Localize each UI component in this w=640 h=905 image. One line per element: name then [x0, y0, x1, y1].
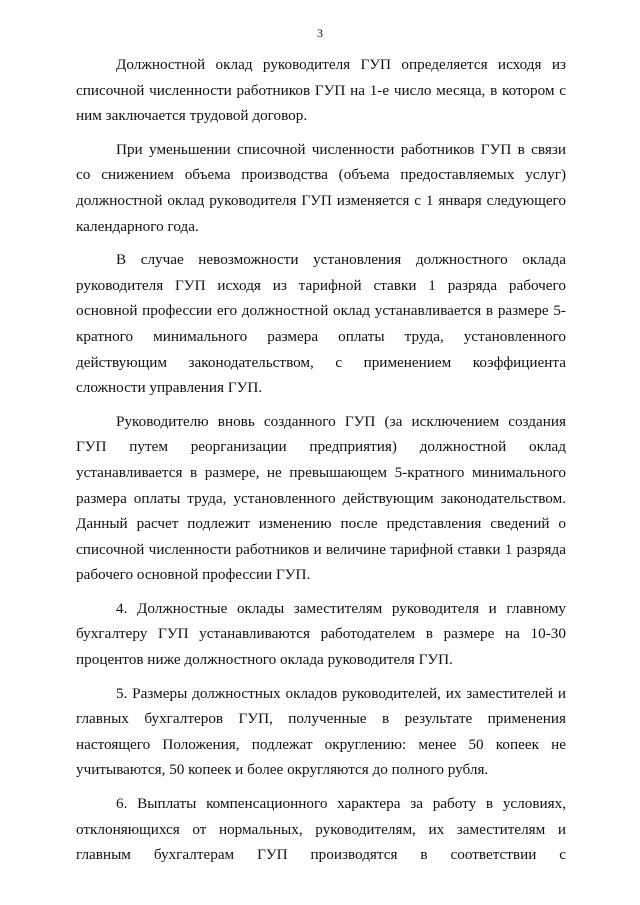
document-body: [76, 52, 566, 876]
paragraph-salary-basis: Должностной оклад руководителя ГУП определяется исходя из списочной численности работников ГУП на 1-е число месяца, в котором с ним заключается трудовой договор.: [76, 56, 566, 125]
paragraph-minimum-wage-fallback: В случае невозможности установления должностного оклада руководителя ГУП исходя из тарифной ставки 1 разряда рабочего основной профессии его должностной оклад устанавливается в размере 5-кратного минимального размера оплаты труда, установленного действующим законодательством, с применением коэффициента сложности управления ГУП.: [76, 251, 566, 397]
paragraph-item-5: 5. Размеры должностных окладов руководителей, их заместителей и главных бухгалтеров ГУП, полученные в результате применения настоящего Положения, подлежат округлению: менее 50 копеек не учитываются, 50 копеек и более округляются до полного рубля.: [76, 684, 566, 779]
paragraph-item-6: 6. Выплаты компенсационного характера за работу в условиях, отклоняющихся от нормальных, руководителям, их заместителям и главным бухгалтерам ГУП производятся в соответствии с: [76, 795, 566, 864]
paragraph-headcount-reduction: При уменьшении списочной численности работников ГУП в связи со снижением объема производства (объема предоставляемых услуг) должностной оклад руководителя ГУП изменяется с 1 января следующего календарного года.: [76, 140, 566, 235]
paragraph-new-enterprise: Руководителю вновь созданного ГУП (за исключением создания ГУП путем реорганизации предприятия) должностной оклад устанавливается в размере, не превышающем 5-кратного минимального размера оплаты труда, установленного действующим законодательством. Данный расчет подлежит изменению после представления сведений о списочной численности работников и величине тарифной ставки 1 разряда рабочего основной профессии ГУП.: [76, 412, 566, 584]
paragraph-item-4: 4. Должностные оклады заместителям руководителя и главному бухгалтеру ГУП устанавливаются работодателем в размере на 10-30 процентов ниже должностного оклада руководителя ГУП.: [76, 599, 566, 669]
page-number: 3: [317, 26, 323, 40]
